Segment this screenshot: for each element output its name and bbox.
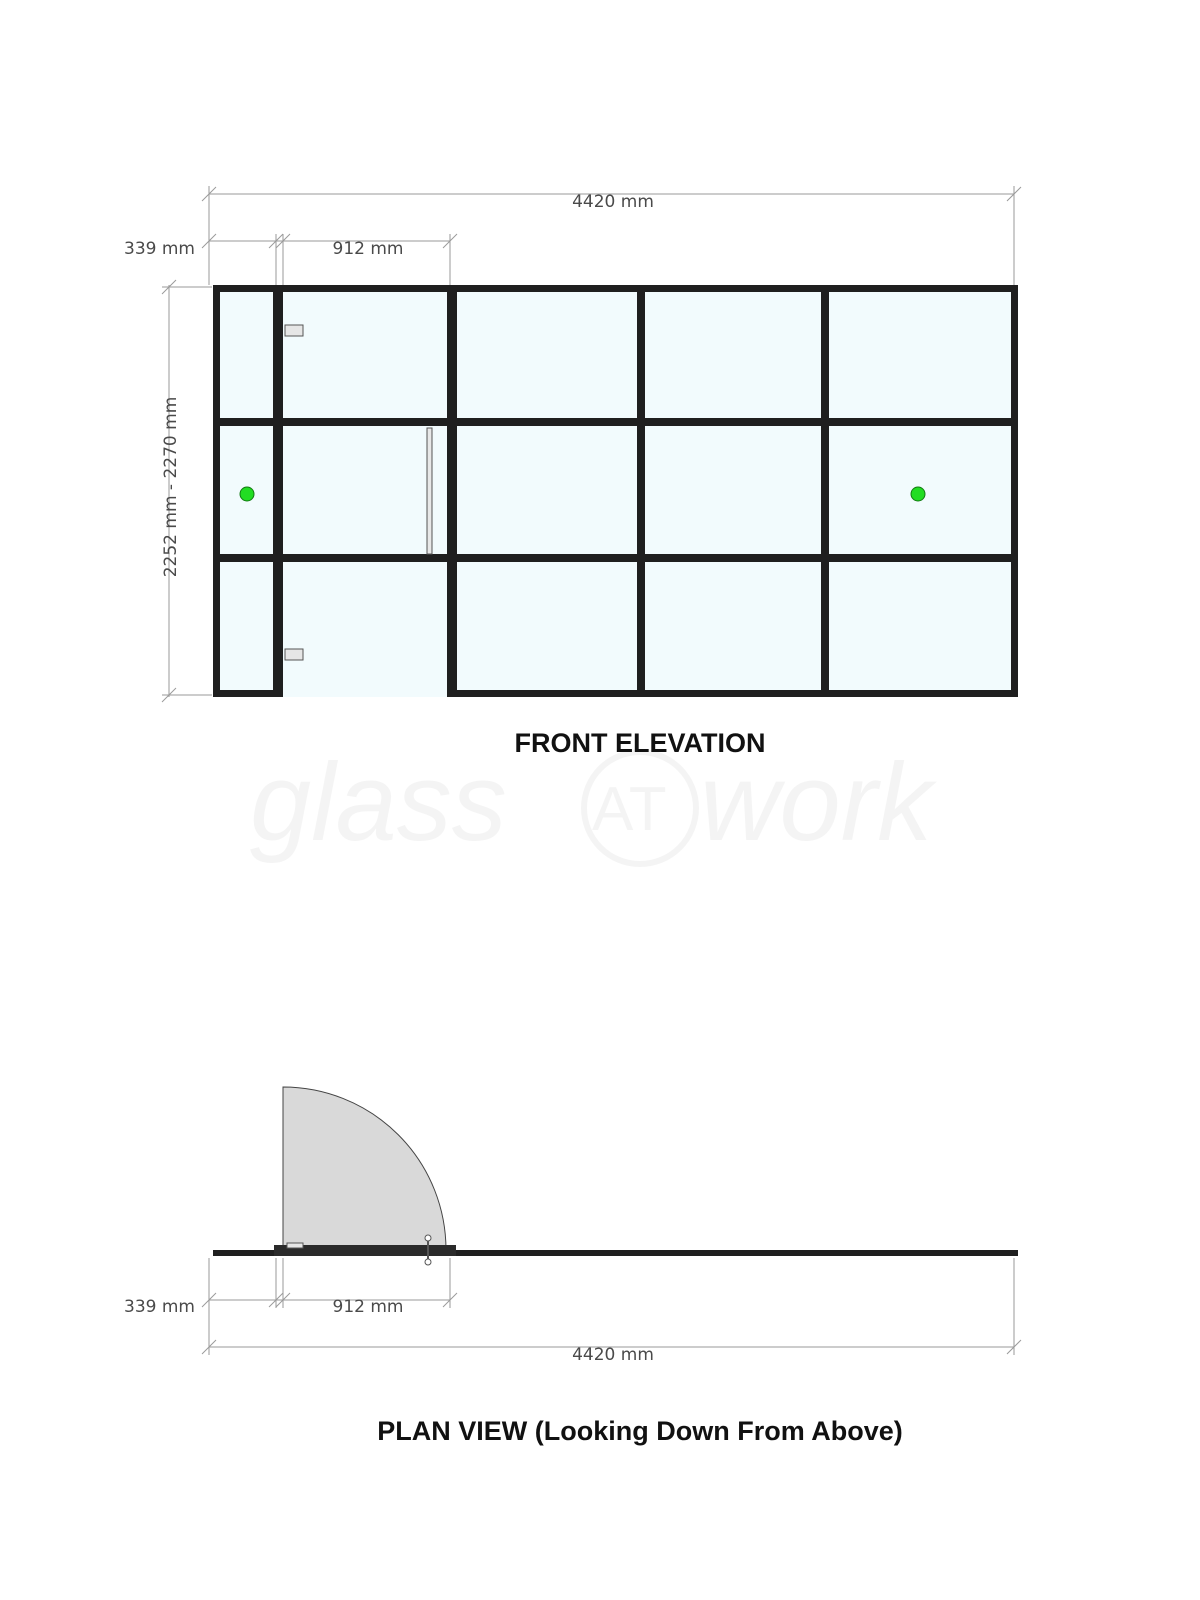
plan-view-title: PLAN VIEW (Looking Down From Above)	[377, 1416, 903, 1446]
top-hinge-icon	[285, 325, 303, 336]
glass-pane	[645, 292, 821, 418]
dimension-side-and-door	[124, 234, 457, 285]
door-glass-pane	[283, 426, 447, 554]
glass-pane	[457, 562, 637, 690]
front-elevation-title: FRONT ELEVATION	[514, 728, 766, 758]
plan-side-panel-width-label: 339 mm	[124, 1297, 195, 1317]
plan-dimension-overall-width	[202, 1258, 1021, 1365]
glass-pane	[829, 562, 1011, 690]
glass-pane	[645, 426, 821, 554]
marker-dot-left	[240, 487, 254, 501]
marker-dot-right	[911, 487, 925, 501]
door-handle-icon	[427, 428, 432, 554]
plan-view	[124, 1087, 1021, 1446]
door-glass-pane	[283, 292, 447, 418]
screen-frame	[213, 285, 1018, 697]
glass-pane	[220, 562, 273, 690]
dimension-height	[161, 280, 212, 702]
plan-dimension-side-and-door	[124, 1258, 457, 1317]
glass-pane	[457, 292, 637, 418]
dimension-overall-width	[202, 186, 1021, 285]
plan-door-width-label: 912 mm	[332, 1297, 404, 1317]
watermark-text-glass: glass	[250, 741, 507, 864]
door-swing-arc	[283, 1087, 446, 1250]
watermark-text-work: work	[700, 741, 933, 864]
watermark-text-at: AT	[592, 775, 667, 844]
door-width-label: 912 mm	[332, 239, 404, 259]
bottom-hinge-icon	[285, 649, 303, 660]
plan-hinge-icon	[287, 1243, 303, 1248]
plan-overall-width-label: 4420 mm	[572, 1345, 654, 1365]
height-label: 2252 mm - 2270 mm	[161, 396, 181, 578]
glass-pane	[645, 562, 821, 690]
watermark	[250, 741, 937, 864]
overall-width-label: 4420 mm	[572, 192, 654, 212]
door-glass-pane	[283, 562, 447, 697]
glass-pane	[220, 292, 273, 418]
front-elevation	[124, 186, 1021, 758]
side-panel-width-label: 339 mm	[124, 239, 195, 259]
glass-pane	[457, 426, 637, 554]
door-bottom-gap	[283, 690, 447, 697]
glass-pane	[829, 292, 1011, 418]
